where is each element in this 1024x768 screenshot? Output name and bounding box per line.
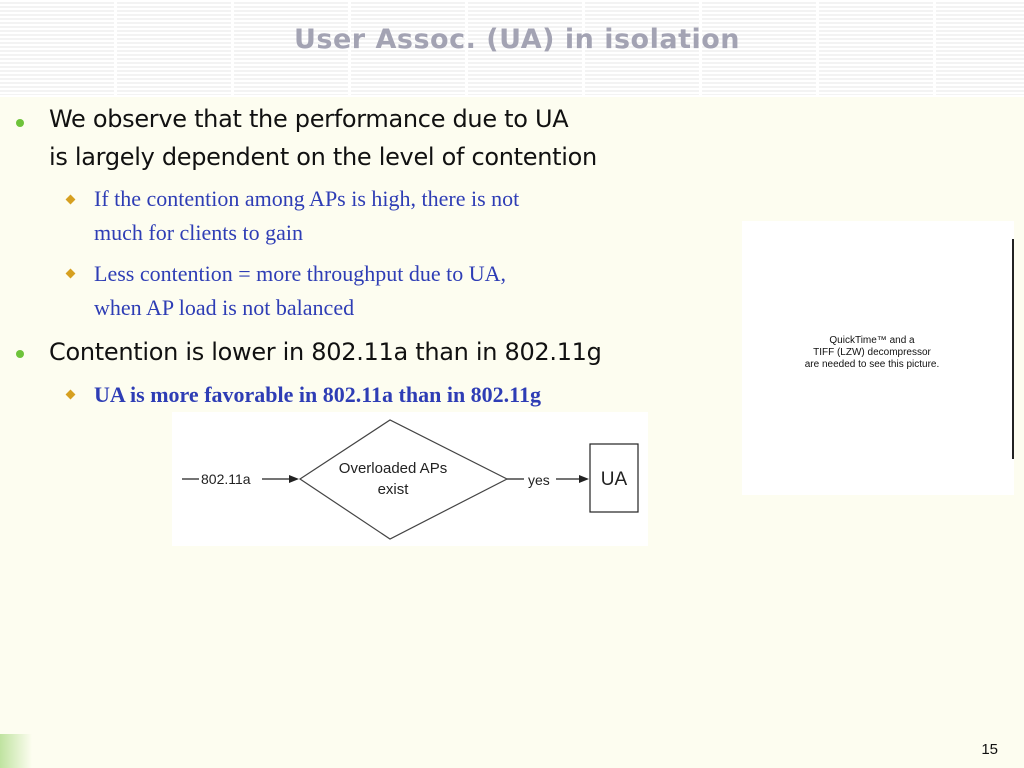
decision-label-line-1: Overloaded APs <box>338 460 448 477</box>
bullet-dot-icon <box>16 119 24 127</box>
decision-diamond <box>300 420 507 539</box>
sub-bullet-1-2-line-2: when AP load is not balanced <box>94 295 355 320</box>
sub-bullet-diamond-icon <box>66 390 76 400</box>
flow-diagram-svg <box>172 412 648 546</box>
result-label: UA <box>600 469 628 490</box>
yes-label: yes <box>528 472 550 488</box>
sub-bullet-2-1-line-1: UA is more favorable in 802.11a than in 802.11g <box>94 382 541 407</box>
bullet-1-line-2: is largely dependent on the level of contention <box>49 143 597 171</box>
sub-bullet-diamond-icon <box>66 269 76 279</box>
missing-image-placeholder <box>742 221 1014 495</box>
page-number: 15 <box>981 741 998 758</box>
corner-decoration <box>0 734 32 768</box>
flow-diagram <box>172 412 648 546</box>
placeholder-line-3: are needed to see this picture. <box>804 359 940 370</box>
sub-bullet-1-1-line-2: much for clients to gain <box>94 220 303 245</box>
placeholder-line-1: QuickTime™ and a <box>829 335 915 346</box>
sub-bullet-diamond-icon <box>66 195 76 205</box>
slide-title: User Assoc. (UA) in isolation <box>294 24 740 55</box>
bullet-1-line-1: We observe that the performance due to UA <box>49 105 569 133</box>
sub-bullet-1-2-line-1: Less contention = more throughput due to UA, <box>94 261 507 286</box>
input-label: 802.11a <box>201 471 251 487</box>
placeholder-message <box>742 335 1002 371</box>
arrow-head-icon <box>289 475 299 483</box>
arrow-head-icon <box>579 475 589 483</box>
sub-bullet-1-1-line-1: If the contention among APs is high, there is not <box>94 186 520 211</box>
decision-label-line-2: exist <box>377 481 409 498</box>
bullet-2-line-1: Contention is lower in 802.11a than in 802.11g <box>49 338 602 366</box>
placeholder-edge-line <box>1012 239 1014 459</box>
bullet-dot-icon <box>16 350 24 358</box>
placeholder-line-2: TIFF (LZW) decompressor <box>813 347 931 358</box>
